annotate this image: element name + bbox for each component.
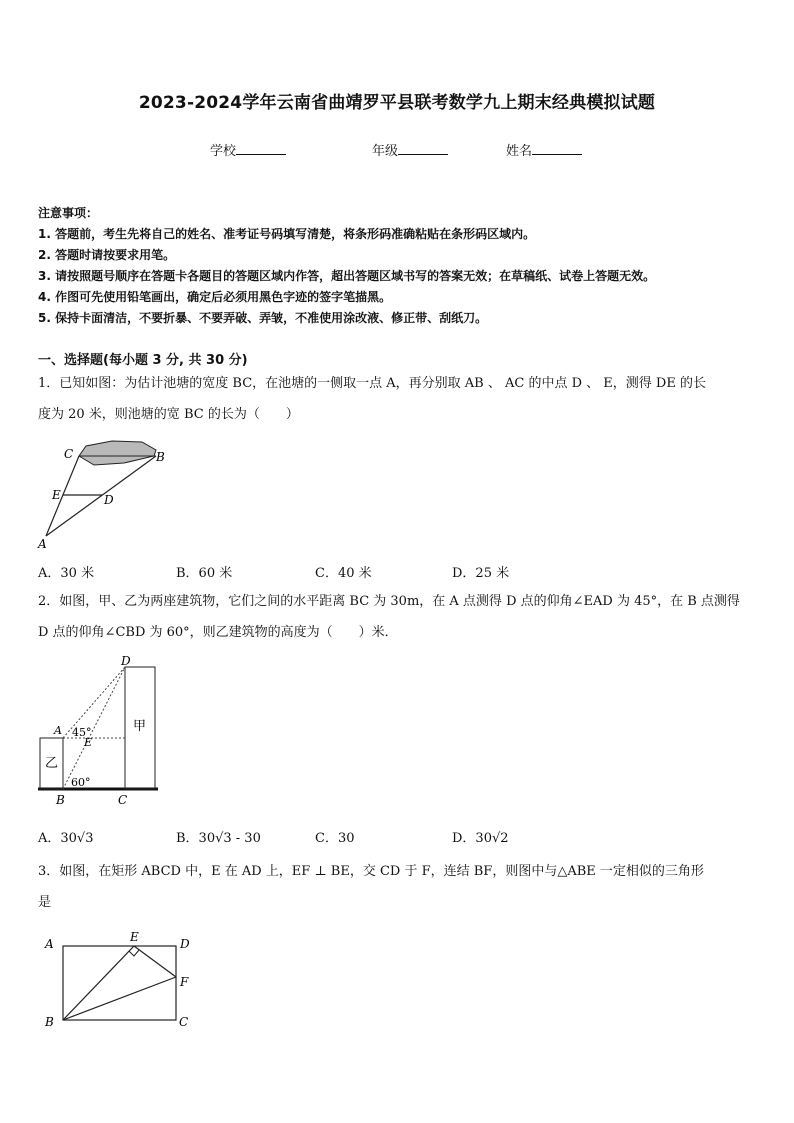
note-item: 4. 作图可先使用铅笔画出，确定后必须用黑色字迹的签字笔描黑。 xyxy=(38,290,392,304)
note-item: 5. 保持卡面清洁，不要折暴、不要弄破、弄皱，不准使用涂改液、修正带、刮纸刀。 xyxy=(38,311,488,325)
question-3-line-2: 是 xyxy=(38,895,52,910)
label-b: B xyxy=(45,1015,54,1029)
option-a[interactable]: A．30 米 xyxy=(38,566,95,581)
question-1-line-2: 度为 20 米，则池塘的宽 BC 的长为（ ） xyxy=(38,407,299,422)
label-a: A xyxy=(45,937,54,951)
label-c: C xyxy=(118,793,128,807)
grade-blank xyxy=(398,143,448,155)
label-e: E xyxy=(84,736,93,749)
option-d[interactable]: D．25 米 xyxy=(452,566,510,581)
pond-shape xyxy=(79,441,156,465)
question-3-figure xyxy=(38,928,198,1032)
school-field xyxy=(210,140,286,159)
note-item: 1. 答题前，考生先将自己的姓名、准考证号码填写清楚，将条形码准确粘贴在条形码区域内。 xyxy=(38,227,536,241)
notes-heading: 注意事项： xyxy=(38,206,99,220)
label-b: B xyxy=(156,450,165,464)
label-e: E xyxy=(130,930,139,944)
page-title: 2023-2024学年云南省曲靖罗平县联考数学九上期末经典模拟试题 xyxy=(138,93,656,113)
name-blank xyxy=(532,143,582,155)
option-b[interactable]: B．30√3 - 30 xyxy=(176,831,261,846)
label-c: C xyxy=(179,1015,189,1029)
right-angle-mark xyxy=(129,950,139,956)
question-1 xyxy=(38,368,758,430)
question-3-line-1: 3．如图，在矩形 ABCD 中，E 在 AD 上，EF ⊥ BE，交 CD 于 F，连结 BF，则图中与△ABE 一定相似的三角形 xyxy=(38,864,704,879)
label-jia: 甲 xyxy=(133,719,147,734)
grade-label: 年级 xyxy=(372,144,399,159)
question-3 xyxy=(38,856,758,918)
option-d[interactable]: D．30√2 xyxy=(452,831,509,846)
label-b: B xyxy=(56,793,65,807)
note-item: 3. 请按照题号顺序在答题卡各题目的答题区域内作答，超出答题区域书写的答案无效；在草稿纸、试卷上答题无效。 xyxy=(38,269,656,283)
note-item: 2. 答题时请按要求用笔。 xyxy=(38,248,176,262)
label-angle-45: 45° xyxy=(72,726,92,739)
question-2-line-2: D 点的仰角∠CBD 为 60°，则乙建筑物的高度为（ ）米． xyxy=(38,625,398,640)
question-2-line-1: 2．如图，甲、乙为两座建筑物，它们之间的水平距离 BC 为 30m，在 A 点测得 D 点的仰角∠EAD 为 45°，在 B 点测得 xyxy=(38,594,740,609)
school-blank xyxy=(236,143,286,155)
question-2 xyxy=(38,586,758,648)
option-c[interactable]: C．30 xyxy=(315,831,355,846)
option-b[interactable]: B．60 米 xyxy=(176,566,233,581)
option-c[interactable]: C．40 米 xyxy=(315,566,372,581)
school-label: 学校 xyxy=(210,144,237,159)
grade-field xyxy=(372,140,448,159)
section-heading: 一、选择题(每小题 3 分, 共 30 分) xyxy=(38,353,248,368)
label-d: D xyxy=(121,654,131,668)
question-2-figure xyxy=(36,652,166,810)
question-1-line-1: 1．已知如图：为估计池塘的宽度 BC，在池塘的一侧取一点 A，再分别取 AB 、 AC 的中点 D 、 E，测得 DE 的长 xyxy=(38,376,706,391)
label-angle-60: 60° xyxy=(71,776,91,789)
label-f: F xyxy=(180,975,189,989)
name-label: 姓名 xyxy=(506,144,533,159)
label-a: A xyxy=(54,724,62,737)
name-field xyxy=(506,140,582,159)
label-d: D xyxy=(104,493,114,507)
label-e: E xyxy=(52,488,61,502)
option-a[interactable]: A．30√3 xyxy=(38,831,94,846)
label-c: C xyxy=(64,447,74,461)
notes-block xyxy=(38,203,655,329)
label-d: D xyxy=(180,937,190,951)
question-1-figure xyxy=(34,436,174,554)
label-a: A xyxy=(38,537,47,551)
label-yi: 乙 xyxy=(45,756,59,771)
